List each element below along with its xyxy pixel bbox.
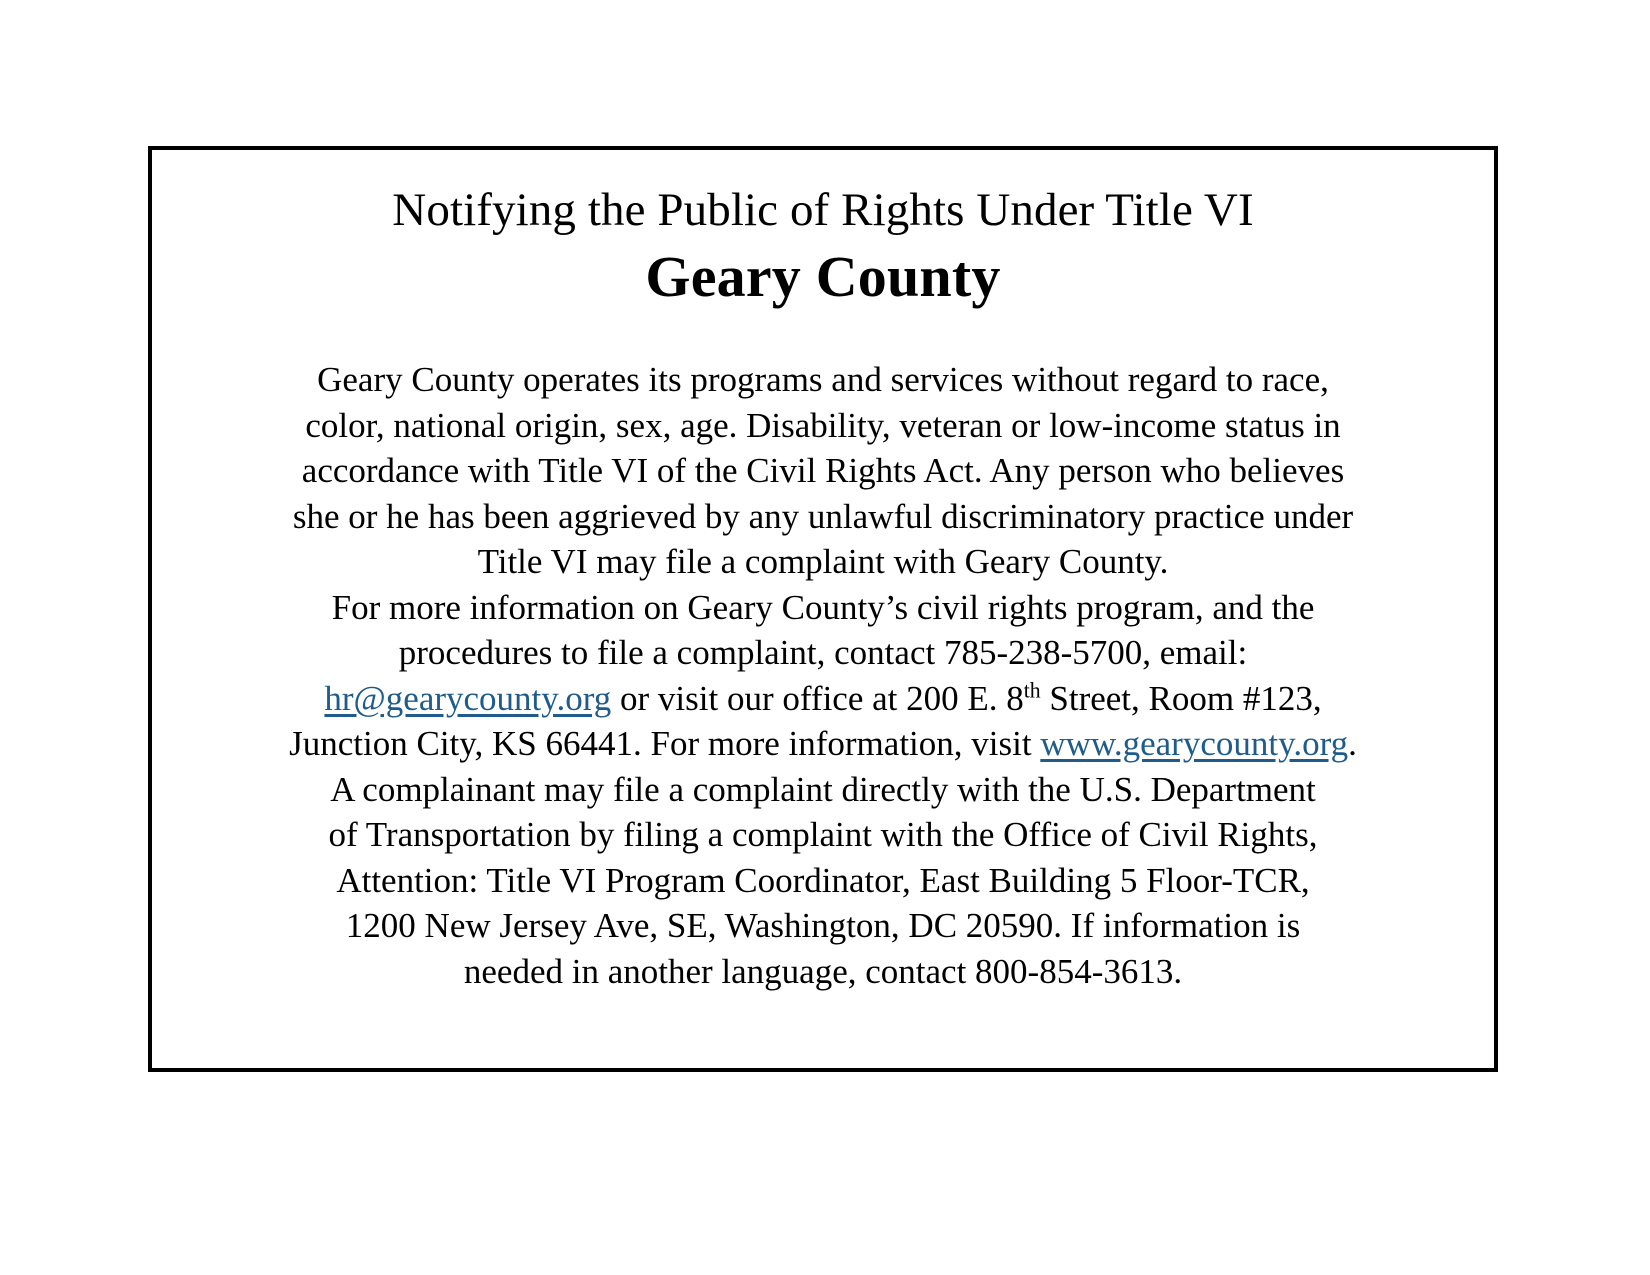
paragraph-line: of Transportation by filing a complaint with the Office of Civil Rights, (328, 815, 1318, 855)
paragraph-line: Attention: Title VI Program Coordinator, East Building 5 Floor-TCR, (336, 860, 1310, 900)
paragraph-line: For more information on Geary County’s civil rights program, and the (331, 587, 1315, 627)
email-link[interactable]: hr@gearycounty.org (324, 678, 612, 718)
paragraph-line: color, national origin, sex, age. Disability, veteran or low-income status in (305, 405, 1341, 445)
website-link[interactable]: www.gearycounty.org (1040, 724, 1349, 764)
ordinal-suffix: th (1023, 677, 1041, 702)
office-address-tail: Street, Room #123, (1040, 678, 1322, 718)
paragraph-line: 1200 New Jersey Ave, SE, Washington, DC 20590. If information is (345, 906, 1301, 946)
paragraph-line: she or he has been aggrieved by any unlawful discriminatory practice under (292, 496, 1354, 536)
title-vi-notice-poster (148, 146, 1498, 1072)
office-address-text: or visit our office at 200 E. 8 (611, 678, 1024, 718)
paragraph-nondiscrimination (192, 357, 1454, 585)
paragraph-line: A complainant may file a complaint directly with the U.S. Department (330, 769, 1316, 809)
paragraph-line-email (192, 676, 1454, 722)
paragraph-dot-complaint (192, 767, 1454, 995)
sentence-period: . (1348, 724, 1357, 764)
page-title: Notifying the Public of Rights Under Title VI (392, 184, 1254, 236)
paragraph-line: accordance with Title VI of the Civil Rights Act. Any person who believes (301, 451, 1345, 491)
poster-content (152, 150, 1494, 994)
notice-body (192, 357, 1454, 994)
city-state-zip-text: Junction City, KS 66441. For more information, visit (289, 724, 1041, 764)
paragraph-contact-info (192, 585, 1454, 767)
county-name-heading: Geary County (645, 243, 1001, 309)
paragraph-line: Geary County operates its programs and services without regard to race, (317, 360, 1329, 400)
paragraph-line-website (192, 721, 1454, 767)
paragraph-line: needed in another language, contact 800-854-3613. (463, 951, 1183, 991)
paragraph-line: procedures to file a complaint, contact 785-238-5700, email: (398, 633, 1248, 673)
paragraph-line: Title VI may file a complaint with Geary County. (477, 542, 1169, 582)
